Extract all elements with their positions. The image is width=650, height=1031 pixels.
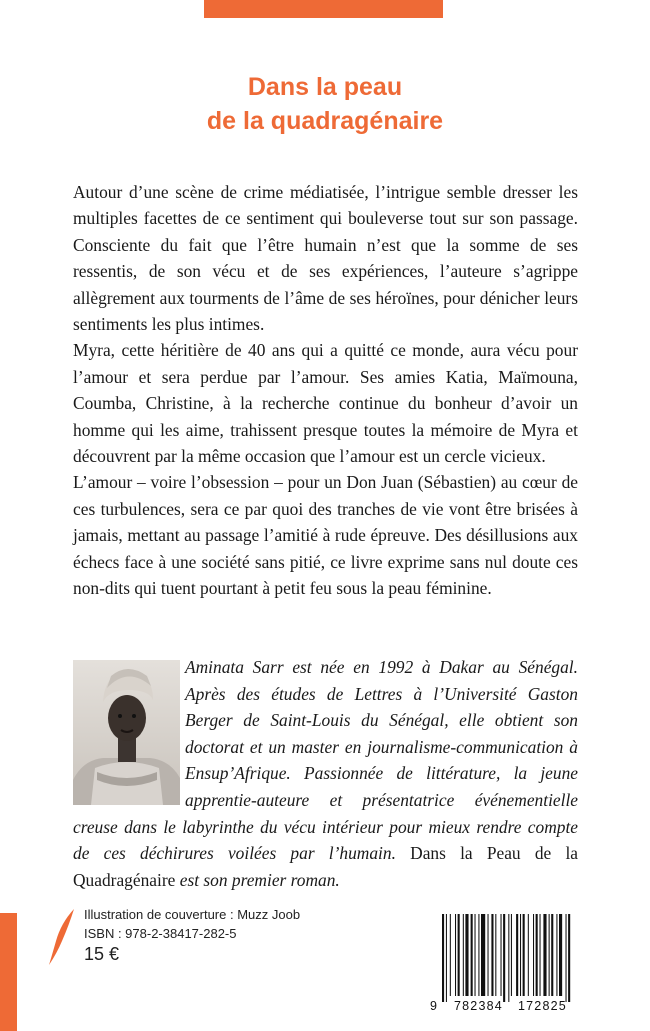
barcode <box>428 908 583 1018</box>
barcode-bar <box>475 914 476 996</box>
barcode-bar <box>543 914 546 996</box>
barcode-bar <box>471 914 473 996</box>
barcode-bar <box>533 914 534 996</box>
isbn: ISBN : 978-2-38417-282-5 <box>84 926 237 941</box>
barcode-bar <box>568 914 570 1002</box>
barcode-bar <box>503 914 505 1002</box>
barcode-bar <box>559 914 562 996</box>
book-title <box>0 70 650 138</box>
barcode-bar <box>511 914 512 996</box>
barcode-bar <box>465 914 468 996</box>
bio-ending: est son premier roman. <box>179 869 340 890</box>
price: 15 € <box>84 944 120 964</box>
barcode-bar <box>549 914 550 996</box>
barcode-bar <box>501 914 502 996</box>
barcode-bar <box>488 914 489 996</box>
barcode-bar <box>556 914 557 996</box>
title-line-1: Dans la peau <box>247 73 403 101</box>
barcode-bar <box>566 914 567 1002</box>
barcode-bar <box>520 914 521 996</box>
barcode-bar <box>528 914 529 996</box>
bio-photo-spacer <box>73 654 185 812</box>
barcode-bar <box>536 914 538 996</box>
barcode-bar <box>442 914 444 1002</box>
synopsis-paragraph: L’amour – voire l’obsession – pour un Don Juan (Sébastien) au cœur de ces turbulences, sera ce par quoi des tranches de vie vont être brisées à jamais, mettant au passage l’amitié à rude épreuve. Des désillusions aux échecs face à une société sans pitié, ce livre exprime sans nul doute ces non-dits qui tuent pourtant à petit feu sous la peau féminine. <box>73 472 578 599</box>
barcode-group-left: 782384 <box>454 999 503 1013</box>
barcode-bar <box>491 914 493 996</box>
credits <box>84 905 300 943</box>
feather-icon <box>47 907 77 967</box>
synopsis <box>73 179 578 602</box>
bio-book-title: Dans la Peau de la Quadragénaire <box>73 843 578 890</box>
barcode-bar <box>450 914 451 996</box>
barcode-bar <box>455 914 456 996</box>
top-accent-bar <box>204 0 443 18</box>
barcode-bar <box>508 914 509 1002</box>
barcode-digit-first: 9 <box>430 999 439 1013</box>
barcode-bar <box>551 914 553 996</box>
barcode-group-right: 172825 <box>518 999 567 1013</box>
barcode-bar <box>463 914 464 996</box>
illustration-credit: Illustration de couverture : Muzz Joob <box>84 907 301 922</box>
barcode-bar <box>495 914 496 996</box>
bio-text: Aminata Sarr est née en 1992 à Dakar au Sénégal. Après des études de Lettres à l’Université Gaston Berger de Saint-Louis du Sénégal, elle obtient son doctorat et un master en journalisme-communication à Ensup’Afrique. Passionnée de littérature, la jeune apprentie-auteure et présentatrice événementielle creuse dans le labyrinthe du vécu intérieur pour mieux rendre compte de ces déchirures voilées par l’humain. <box>73 657 578 864</box>
barcode-bar <box>478 914 479 996</box>
synopsis-paragraph: Myra, cette héritière de 40 ans qui a quitté ce monde, aura vécu pour l’amour et sera perdue par l’amour. Ses amies Katia, Maïmouna, Coumba, Christine, à la recherche continue du bonheur d’avoir un homme qui les aime, trahissent presque toutes la mémoire de Myra et découvrent par la même occasion que l’amour est un cercle vicieux. <box>73 340 578 467</box>
barcode-bar <box>446 914 447 1002</box>
title-line-2: de la quadragénaire <box>206 107 444 135</box>
barcode-bar <box>523 914 525 996</box>
author-bio <box>73 654 578 893</box>
side-accent-bar <box>0 913 17 1031</box>
barcode-bar <box>540 914 541 996</box>
barcode-bar <box>481 914 485 996</box>
barcode-bar <box>516 914 518 996</box>
synopsis-paragraph: Autour d’une scène de crime médiatisée, l’intrigue semble dresser les multiples facettes de ce sentiment qui bouleverse tout sur son passage. Consciente du fait que l’être humain n’est que la somme de ses ressentis, de son vécu et de ses expériences, l’auteure s’agrippe allègrement aux tourments de l’âme de ses héroïnes, pour dénicher leurs sentiments les plus intimes. <box>73 182 578 335</box>
barcode-bar <box>458 914 460 996</box>
